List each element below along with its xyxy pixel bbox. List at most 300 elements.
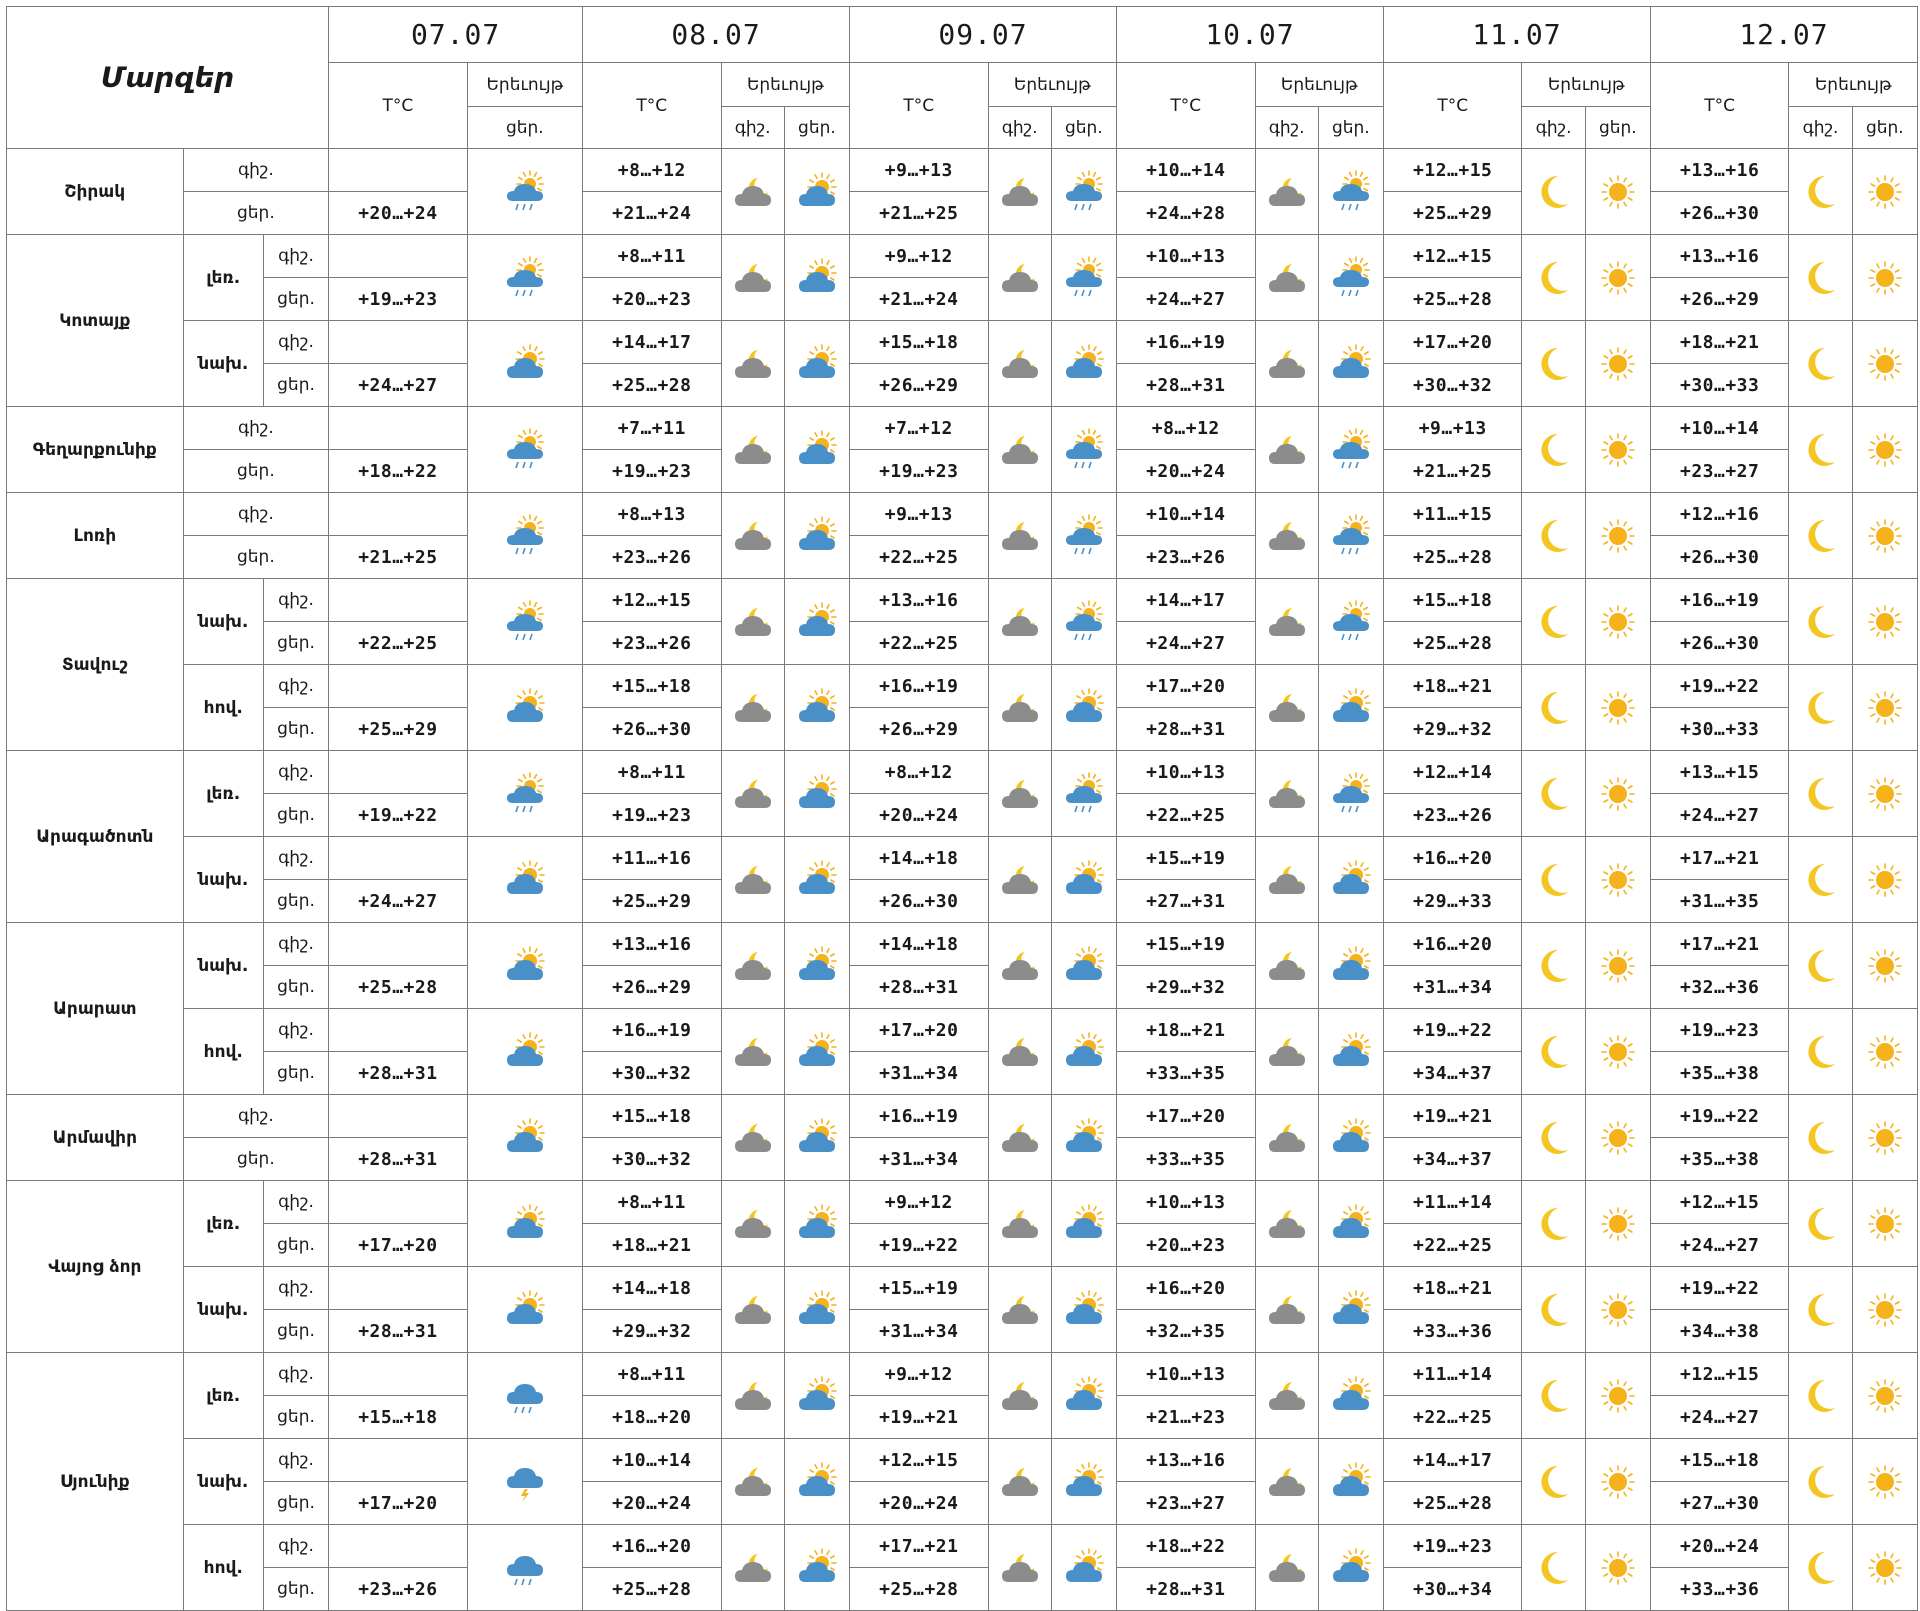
empty-night-temp [329, 235, 468, 278]
day-temp: +34…+37 [1383, 1138, 1522, 1181]
day-temp: +19…+22 [329, 794, 468, 837]
night-temp: +19…+22 [1650, 1095, 1789, 1138]
sun-cloud-icon [1318, 837, 1383, 923]
day-temp: +25…+28 [1383, 278, 1522, 321]
night-label: գիշ. [263, 837, 328, 880]
sun-icon [1852, 751, 1917, 837]
night-temp: +9…+13 [850, 493, 989, 536]
day-temp: +26…+29 [1650, 278, 1789, 321]
day-header: ցեր. [784, 107, 849, 149]
moon-icon [1522, 665, 1585, 751]
moon-cloud-icon [988, 493, 1051, 579]
night-temp: +9…+13 [1383, 407, 1522, 450]
forecast-row [7, 579, 1918, 622]
empty-night-temp [329, 1525, 468, 1568]
sun-icon [1852, 493, 1917, 579]
empty-night-temp [329, 751, 468, 794]
day-label: ցեր. [263, 1396, 328, 1439]
sun-cloud-icon [1318, 923, 1383, 1009]
day-temp: +21…+24 [850, 278, 989, 321]
day-temp: +19…+21 [850, 1396, 989, 1439]
forecast-row [7, 665, 1918, 708]
day-temp: +28…+31 [1117, 1568, 1256, 1611]
moon-cloud-icon [721, 1181, 784, 1267]
sun-icon [1852, 579, 1917, 665]
night-label: գիշ. [183, 407, 329, 450]
sun-icon [1585, 1439, 1650, 1525]
phenomenon-header: Երեւույթ [988, 63, 1116, 107]
day-temp: +20…+24 [1117, 450, 1256, 493]
sun-cloud-icon [1051, 321, 1116, 407]
night-temp: +8…+11 [583, 235, 722, 278]
sun-icon [1852, 837, 1917, 923]
night-temp: +18…+22 [1117, 1525, 1256, 1568]
night-temp: +13…+16 [1650, 235, 1789, 278]
night-temp: +16…+20 [583, 1525, 722, 1568]
sub-region-label: նախ. [183, 1267, 263, 1353]
day-temp: +30…+32 [1383, 364, 1522, 407]
sun-cloud-icon [784, 1439, 849, 1525]
night-temp: +15…+19 [1117, 837, 1256, 880]
day-temp: +18…+21 [583, 1224, 722, 1267]
night-temp: +12…+15 [583, 579, 722, 622]
sun-icon [1852, 665, 1917, 751]
sun-cloud-icon [784, 1525, 849, 1611]
day-temp: +26…+30 [1650, 536, 1789, 579]
sub-region-label: լեռ. [183, 1353, 263, 1439]
sun-icon [1585, 1181, 1650, 1267]
moon-cloud-icon [988, 321, 1051, 407]
day-label: ցեր. [263, 708, 328, 751]
moon-cloud-icon [1255, 1095, 1318, 1181]
moon-cloud-icon [1255, 1181, 1318, 1267]
day-temp: +25…+29 [1383, 192, 1522, 235]
sub-region-label: նախ. [183, 579, 263, 665]
day-temp: +23…+26 [329, 1568, 468, 1611]
moon-icon [1522, 751, 1585, 837]
sun-icon [1585, 1267, 1650, 1353]
sun-cloud-rain-icon [467, 149, 582, 235]
night-label: գիշ. [263, 235, 328, 278]
day-temp: +25…+29 [329, 708, 468, 751]
day-temp: +26…+29 [850, 364, 989, 407]
night-temp: +12…+16 [1650, 493, 1789, 536]
day-temp: +32…+36 [1650, 966, 1789, 1009]
day-temp: +24…+27 [1117, 622, 1256, 665]
night-temp: +15…+19 [850, 1267, 989, 1310]
sun-cloud-rain-icon [1318, 149, 1383, 235]
sun-cloud-icon [784, 407, 849, 493]
moon-cloud-icon [721, 235, 784, 321]
day-header: ցեր. [467, 107, 582, 149]
day-temp: +28…+31 [1117, 364, 1256, 407]
sun-cloud-icon [1051, 1009, 1116, 1095]
forecast-row [7, 1095, 1918, 1138]
night-temp: +16…+20 [1383, 923, 1522, 966]
sun-icon [1852, 407, 1917, 493]
day-label: ցեր. [263, 880, 328, 923]
sun-cloud-icon [467, 1095, 582, 1181]
day-temp: +24…+27 [1650, 1396, 1789, 1439]
night-temp: +11…+15 [1383, 493, 1522, 536]
region-name: Տավուշ [7, 579, 184, 751]
night-temp: +13…+16 [850, 579, 989, 622]
day-temp: +31…+34 [850, 1052, 989, 1095]
day-temp: +30…+32 [583, 1052, 722, 1095]
empty-night-temp [329, 493, 468, 536]
sun-cloud-icon [1318, 1525, 1383, 1611]
day-label: ցեր. [263, 1310, 328, 1353]
sun-cloud-icon [467, 1009, 582, 1095]
moon-icon [1789, 579, 1852, 665]
night-label: գիշ. [263, 665, 328, 708]
moon-cloud-icon [721, 665, 784, 751]
day-header: ցեր. [1318, 107, 1383, 149]
sun-cloud-icon [1051, 1439, 1116, 1525]
night-temp: +19…+23 [1650, 1009, 1789, 1052]
night-temp: +16…+19 [583, 1009, 722, 1052]
day-temp: +23…+26 [1383, 794, 1522, 837]
region-name: Կոտայք [7, 235, 184, 407]
night-header: գիշ. [721, 107, 784, 149]
moon-icon [1522, 579, 1585, 665]
night-temp: +15…+18 [1650, 1439, 1789, 1482]
day-temp: +24…+27 [1650, 1224, 1789, 1267]
night-label: գիշ. [263, 579, 328, 622]
day-temp: +34…+37 [1383, 1052, 1522, 1095]
sun-icon [1852, 1525, 1917, 1611]
day-temp: +25…+28 [583, 1568, 722, 1611]
moon-icon [1789, 1525, 1852, 1611]
night-temp: +8…+11 [583, 751, 722, 794]
night-temp: +8…+11 [583, 1181, 722, 1224]
sun-cloud-icon [1051, 665, 1116, 751]
day-label: ցեր. [263, 1052, 328, 1095]
moon-icon [1789, 1181, 1852, 1267]
night-temp: +14…+18 [850, 837, 989, 880]
day-temp: +23…+27 [1117, 1482, 1256, 1525]
night-temp: +10…+14 [583, 1439, 722, 1482]
night-label: գիշ. [263, 1525, 328, 1568]
region-name: Արմավիր [7, 1095, 184, 1181]
moon-icon [1522, 923, 1585, 1009]
sun-cloud-icon [784, 665, 849, 751]
sun-cloud-rain-icon [467, 235, 582, 321]
moon-cloud-icon [721, 1353, 784, 1439]
forecast-row [7, 407, 1918, 450]
night-temp: +14…+18 [850, 923, 989, 966]
forecast-row [7, 493, 1918, 536]
sun-cloud-rain-icon [1051, 579, 1116, 665]
phenomenon-header: Երեւույթ [1522, 63, 1650, 107]
night-temp: +11…+14 [1383, 1353, 1522, 1396]
night-label: գիշ. [263, 923, 328, 966]
empty-night-temp [329, 321, 468, 364]
day-temp: +21…+23 [1117, 1396, 1256, 1439]
sun-cloud-icon [784, 923, 849, 1009]
night-temp: +11…+16 [583, 837, 722, 880]
night-temp: +9…+13 [850, 149, 989, 192]
sun-icon [1585, 407, 1650, 493]
night-temp: +18…+21 [1117, 1009, 1256, 1052]
night-label: գիշ. [263, 1267, 328, 1310]
sun-cloud-icon [1318, 1439, 1383, 1525]
night-temp: +13…+16 [1650, 149, 1789, 192]
day-temp: +20…+24 [583, 1482, 722, 1525]
night-temp: +16…+19 [850, 665, 989, 708]
moon-cloud-icon [721, 837, 784, 923]
moon-cloud-icon [988, 407, 1051, 493]
night-temp: +13…+16 [1117, 1439, 1256, 1482]
moon-cloud-icon [1255, 1439, 1318, 1525]
sun-cloud-rain-icon [1051, 493, 1116, 579]
moon-cloud-icon [1255, 579, 1318, 665]
sun-cloud-rain-icon [1318, 407, 1383, 493]
moon-cloud-icon [988, 1009, 1051, 1095]
night-temp: +10…+13 [1117, 1181, 1256, 1224]
night-temp: +14…+17 [583, 321, 722, 364]
moon-icon [1522, 837, 1585, 923]
sun-cloud-rain-icon [467, 493, 582, 579]
temp-header: T°C [1650, 63, 1789, 149]
night-label: գիշ. [263, 1009, 328, 1052]
sun-icon [1852, 923, 1917, 1009]
night-temp: +14…+17 [1383, 1439, 1522, 1482]
sun-cloud-icon [784, 1181, 849, 1267]
forecast-row [7, 923, 1918, 966]
day-temp: +31…+34 [850, 1310, 989, 1353]
night-label: գիշ. [183, 149, 329, 192]
date-header: 08.07 [583, 7, 850, 63]
moon-cloud-icon [721, 751, 784, 837]
sun-cloud-icon [1051, 1267, 1116, 1353]
sun-cloud-icon [467, 665, 582, 751]
night-temp: +8…+13 [583, 493, 722, 536]
day-temp: +35…+38 [1650, 1052, 1789, 1095]
sun-cloud-icon [1318, 1181, 1383, 1267]
sun-icon [1585, 837, 1650, 923]
night-header: գիշ. [1255, 107, 1318, 149]
day-temp: +27…+31 [1117, 880, 1256, 923]
moon-icon [1789, 321, 1852, 407]
night-temp: +12…+15 [1650, 1181, 1789, 1224]
empty-night-temp [329, 149, 468, 192]
moon-icon [1522, 1267, 1585, 1353]
day-temp: +29…+32 [1117, 966, 1256, 1009]
night-temp: +15…+19 [1117, 923, 1256, 966]
sun-cloud-icon [784, 1353, 849, 1439]
moon-icon [1522, 1439, 1585, 1525]
empty-night-temp [329, 923, 468, 966]
day-label: ցեր. [263, 794, 328, 837]
empty-night-temp [329, 579, 468, 622]
moon-cloud-icon [1255, 149, 1318, 235]
night-temp: +17…+20 [850, 1009, 989, 1052]
sun-cloud-icon [784, 1095, 849, 1181]
sun-icon [1852, 1267, 1917, 1353]
moon-icon [1789, 665, 1852, 751]
moon-cloud-icon [721, 579, 784, 665]
forecast-row [7, 1009, 1918, 1052]
day-header: ցեր. [1585, 107, 1650, 149]
moon-cloud-icon [721, 149, 784, 235]
sun-cloud-icon [1318, 665, 1383, 751]
moon-cloud-icon [1255, 1267, 1318, 1353]
day-temp: +24…+28 [1117, 192, 1256, 235]
day-temp: +25…+28 [583, 364, 722, 407]
moon-cloud-icon [721, 1525, 784, 1611]
sun-cloud-icon [467, 923, 582, 1009]
night-temp: +11…+14 [1383, 1181, 1522, 1224]
night-label: գիշ. [183, 493, 329, 536]
sun-icon [1852, 1095, 1917, 1181]
day-temp: +21…+25 [329, 536, 468, 579]
sun-cloud-icon [1318, 321, 1383, 407]
day-temp: +27…+30 [1650, 1482, 1789, 1525]
night-temp: +12…+15 [1650, 1353, 1789, 1396]
day-temp: +34…+38 [1650, 1310, 1789, 1353]
moon-icon [1522, 407, 1585, 493]
day-temp: +30…+34 [1383, 1568, 1522, 1611]
night-temp: +10…+13 [1117, 1353, 1256, 1396]
night-temp: +13…+16 [583, 923, 722, 966]
night-temp: +18…+21 [1383, 665, 1522, 708]
moon-icon [1522, 1009, 1585, 1095]
day-temp: +19…+23 [850, 450, 989, 493]
moon-icon [1522, 1525, 1585, 1611]
empty-night-temp [329, 1009, 468, 1052]
moon-icon [1522, 321, 1585, 407]
day-temp: +19…+22 [850, 1224, 989, 1267]
sun-cloud-rain-icon [467, 407, 582, 493]
forecast-row [7, 837, 1918, 880]
sub-region-label: հով. [183, 1009, 263, 1095]
night-temp: +17…+20 [1117, 665, 1256, 708]
moon-icon [1789, 407, 1852, 493]
day-temp: +21…+25 [1383, 450, 1522, 493]
moon-cloud-icon [721, 493, 784, 579]
night-label: գիշ. [263, 321, 328, 364]
sun-cloud-rain-icon [1318, 235, 1383, 321]
empty-night-temp [329, 407, 468, 450]
night-temp: +10…+13 [1117, 235, 1256, 278]
sun-cloud-icon [1051, 837, 1116, 923]
sun-cloud-icon [784, 493, 849, 579]
sun-cloud-icon [784, 149, 849, 235]
day-temp: +19…+23 [329, 278, 468, 321]
moon-cloud-icon [1255, 493, 1318, 579]
day-temp: +33…+35 [1117, 1052, 1256, 1095]
night-label: գիշ. [183, 1095, 329, 1138]
moon-cloud-icon [1255, 751, 1318, 837]
sun-icon [1585, 149, 1650, 235]
night-label: գիշ. [263, 1439, 328, 1482]
moon-icon [1789, 1439, 1852, 1525]
sun-cloud-icon [467, 837, 582, 923]
night-temp: +18…+21 [1383, 1267, 1522, 1310]
sun-icon [1585, 751, 1650, 837]
night-label: գիշ. [263, 1181, 328, 1224]
night-temp: +17…+21 [1650, 923, 1789, 966]
night-temp: +9…+12 [850, 235, 989, 278]
day-temp: +23…+27 [1650, 450, 1789, 493]
moon-icon [1522, 1353, 1585, 1439]
day-temp: +33…+36 [1650, 1568, 1789, 1611]
night-temp: +15…+18 [850, 321, 989, 364]
date-header: 10.07 [1117, 7, 1384, 63]
day-label: ցեր. [183, 536, 329, 579]
night-temp: +17…+21 [850, 1525, 989, 1568]
night-temp: +16…+20 [1383, 837, 1522, 880]
moon-icon [1522, 235, 1585, 321]
day-temp: +29…+33 [1383, 880, 1522, 923]
night-temp: +19…+22 [1383, 1009, 1522, 1052]
moon-cloud-icon [1255, 235, 1318, 321]
moon-cloud-icon [988, 149, 1051, 235]
region-name: Լոռի [7, 493, 184, 579]
moon-cloud-icon [721, 1009, 784, 1095]
sun-icon [1852, 1009, 1917, 1095]
day-temp: +26…+29 [583, 966, 722, 1009]
day-temp: +24…+27 [1650, 794, 1789, 837]
empty-night-temp [329, 1439, 468, 1482]
day-temp: +31…+35 [1650, 880, 1789, 923]
sub-region-label: նախ. [183, 1439, 263, 1525]
sun-icon [1585, 665, 1650, 751]
night-temp: +19…+21 [1383, 1095, 1522, 1138]
moon-icon [1522, 1095, 1585, 1181]
sun-cloud-rain-icon [1051, 235, 1116, 321]
day-temp: +25…+28 [1383, 622, 1522, 665]
moon-cloud-icon [988, 1267, 1051, 1353]
day-temp: +26…+29 [850, 708, 989, 751]
temp-header: T°C [1383, 63, 1522, 149]
forecast-row [7, 1353, 1918, 1396]
day-temp: +28…+31 [329, 1310, 468, 1353]
day-temp: +21…+24 [583, 192, 722, 235]
day-temp: +24…+27 [1117, 278, 1256, 321]
sun-cloud-rain-icon [1051, 751, 1116, 837]
forecast-row [7, 1525, 1918, 1568]
forecast-row [7, 1181, 1918, 1224]
night-temp: +16…+19 [1117, 321, 1256, 364]
moon-cloud-icon [988, 1095, 1051, 1181]
temp-header: T°C [850, 63, 989, 149]
sun-icon [1585, 1009, 1650, 1095]
night-header: գիշ. [1789, 107, 1852, 149]
moon-cloud-icon [988, 1439, 1051, 1525]
moon-cloud-icon [1255, 923, 1318, 1009]
region-name: Գեղարքունիք [7, 407, 184, 493]
night-temp: +19…+22 [1650, 1267, 1789, 1310]
moon-cloud-icon [721, 1439, 784, 1525]
day-label: ցեր. [263, 364, 328, 407]
sun-icon [1585, 235, 1650, 321]
sun-cloud-icon [1318, 1353, 1383, 1439]
night-label: գիշ. [263, 1353, 328, 1396]
temp-header: T°C [329, 63, 468, 149]
day-temp: +30…+33 [1650, 708, 1789, 751]
region-name: Շիրակ [7, 149, 184, 235]
sun-cloud-icon [784, 837, 849, 923]
sun-icon [1585, 923, 1650, 1009]
region-name: Արարատ [7, 923, 184, 1095]
day-header: ցեր. [1051, 107, 1116, 149]
day-temp: +35…+38 [1650, 1138, 1789, 1181]
forecast-row [7, 1267, 1918, 1310]
day-temp: +33…+35 [1117, 1138, 1256, 1181]
sub-region-label: լեռ. [183, 235, 263, 321]
